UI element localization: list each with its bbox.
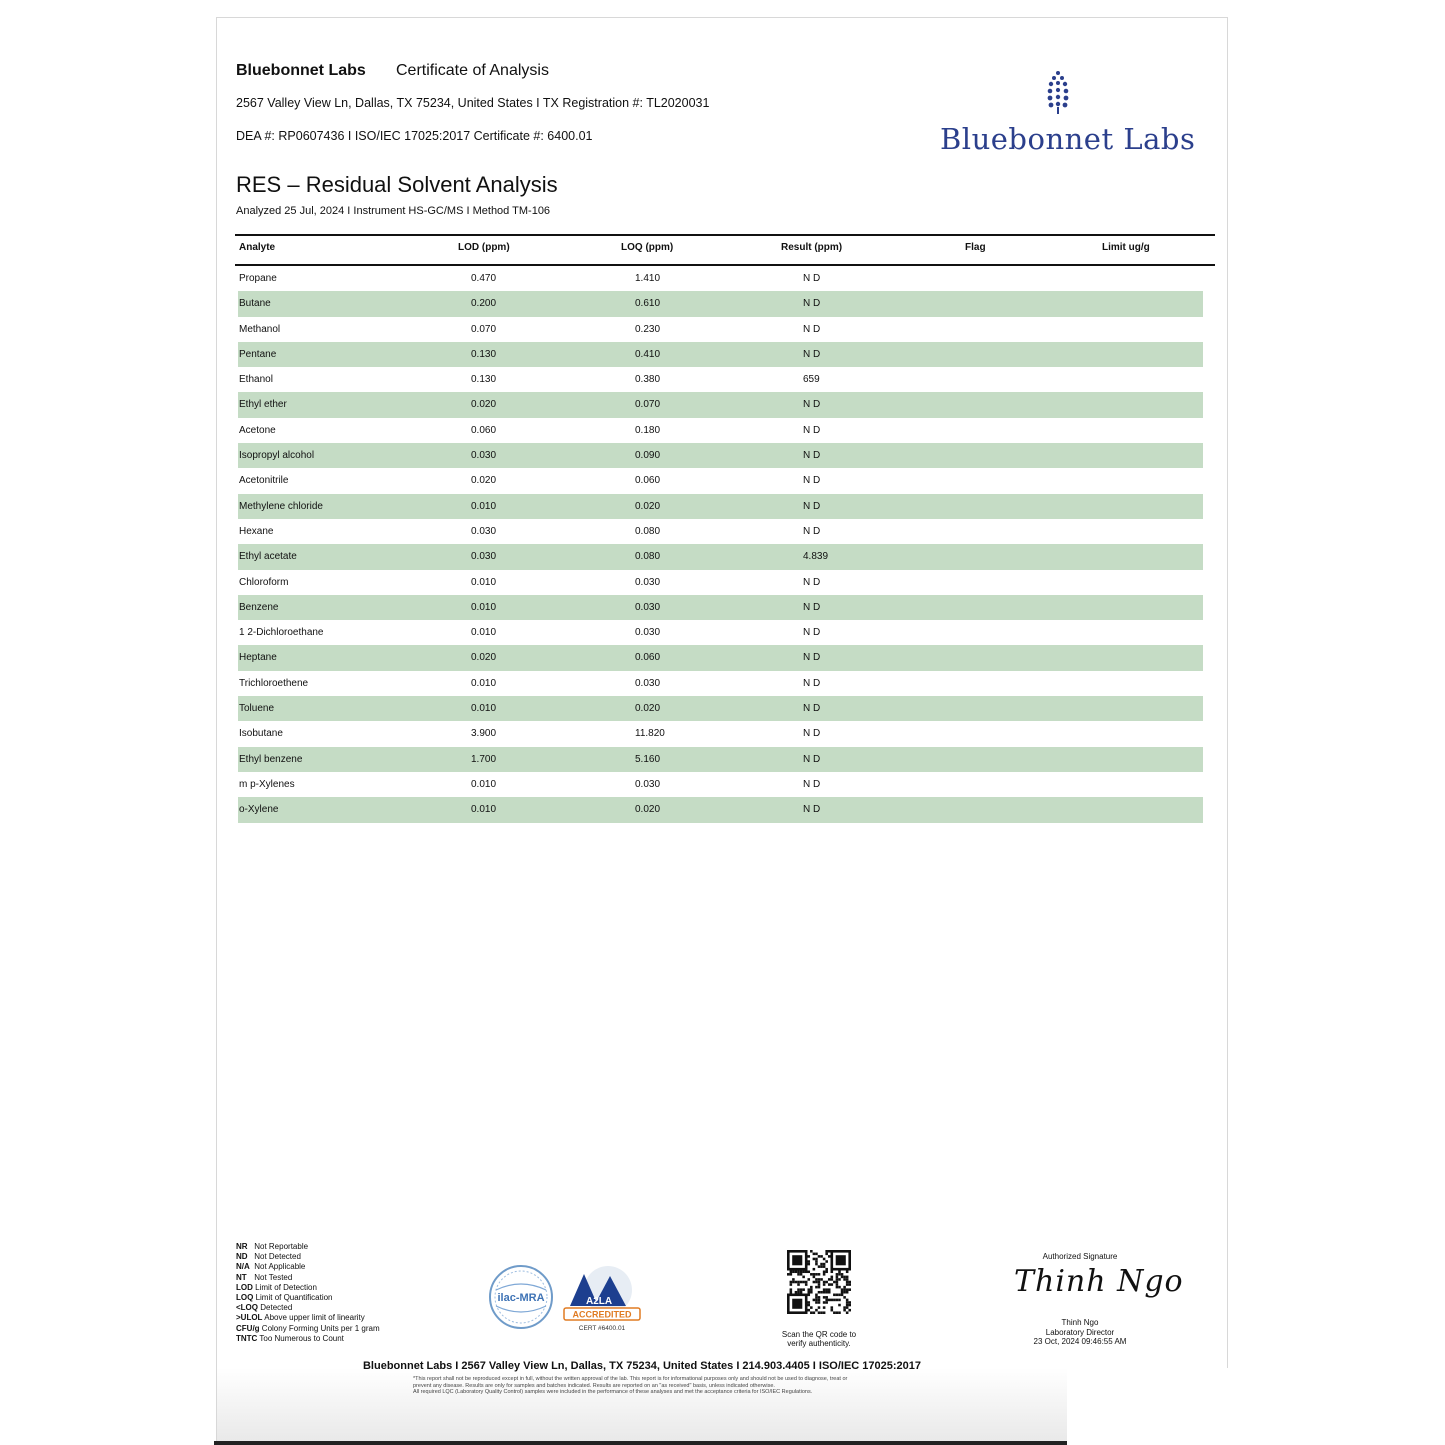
cell-analyte: Acetonitrile bbox=[239, 475, 289, 487]
table-header bbox=[235, 234, 1215, 266]
cell-lod: 0.470 bbox=[471, 273, 497, 284]
table-row bbox=[238, 570, 1203, 595]
cell-lod: 0.020 bbox=[471, 399, 497, 411]
signatory-block bbox=[1010, 1318, 1150, 1347]
legend-item bbox=[236, 1324, 380, 1334]
cell-lod: 0.030 bbox=[471, 551, 497, 563]
cell-result: N D bbox=[803, 703, 821, 715]
cell-loq: 0.380 bbox=[635, 374, 661, 386]
cell-loq: 0.030 bbox=[635, 576, 661, 588]
cell-lod: 0.010 bbox=[471, 500, 497, 512]
cell-result: N D bbox=[803, 475, 821, 487]
cell-loq: 0.030 bbox=[635, 627, 661, 639]
cell-lod: 0.010 bbox=[471, 627, 497, 639]
cell-loq: 5.160 bbox=[635, 753, 661, 765]
footer-address: Bluebonnet Labs I 2567 Valley View Ln, Dallas, TX 75234, United States I 214.903.4405 I ISO/IEC 17025:2017 bbox=[362, 1360, 922, 1372]
table-row bbox=[238, 519, 1203, 544]
table-row bbox=[238, 418, 1203, 443]
cell-loq: 0.020 bbox=[635, 703, 661, 715]
cell-analyte: Acetone bbox=[239, 424, 276, 436]
lab-name: Bluebonnet Labs bbox=[236, 62, 366, 79]
cell-lod: 0.010 bbox=[471, 703, 497, 715]
cell-lod: 0.010 bbox=[471, 677, 497, 689]
table-row bbox=[238, 291, 1203, 316]
legend-item bbox=[236, 1293, 380, 1303]
footer-disclaimer bbox=[413, 1376, 973, 1396]
legend-abbr: NR bbox=[236, 1242, 248, 1251]
signature-label: Authorized Signature bbox=[1042, 1252, 1118, 1261]
abbreviation-legend bbox=[236, 1242, 380, 1344]
cell-analyte: Trichloroethene bbox=[239, 677, 309, 689]
cell-lod: 0.060 bbox=[471, 424, 497, 436]
section-subtitle: Analyzed 25 Jul, 2024 I Instrument HS-GC/MS I Method TM-106 bbox=[236, 205, 551, 217]
cell-analyte: Butane bbox=[239, 298, 271, 310]
cell-lod: 0.200 bbox=[471, 298, 497, 310]
legend-abbr: NT bbox=[236, 1272, 247, 1282]
a2la-badge: ACCREDITED bbox=[572, 1309, 632, 1320]
cell-analyte: Chloroform bbox=[239, 576, 289, 588]
legend-text: Not Detected bbox=[254, 1252, 301, 1262]
cell-loq: 0.030 bbox=[635, 601, 661, 613]
header-loq: LOQ (ppm) bbox=[621, 242, 674, 253]
legend-item bbox=[236, 1313, 380, 1323]
header-lod: LOD (ppm) bbox=[458, 242, 510, 253]
a2la-cert: CERT #6400.01 bbox=[578, 1325, 626, 1332]
table-row bbox=[238, 342, 1203, 367]
cell-analyte: Ethyl benzene bbox=[239, 753, 303, 765]
ilac-mra-logo bbox=[488, 1264, 554, 1330]
cell-analyte: Benzene bbox=[239, 601, 279, 613]
table-row bbox=[238, 595, 1203, 620]
table-row bbox=[238, 620, 1203, 645]
cell-lod: 0.020 bbox=[471, 652, 497, 664]
cell-analyte: Isobutane bbox=[239, 728, 283, 740]
qr-caption-line2: verify authenticity. bbox=[787, 1339, 851, 1348]
results-table bbox=[235, 234, 1215, 823]
cell-result: N D bbox=[803, 273, 821, 284]
legend-abbr: ND bbox=[236, 1252, 248, 1262]
cell-lod: 0.020 bbox=[471, 475, 497, 487]
legend-item bbox=[236, 1283, 380, 1293]
cell-loq: 0.080 bbox=[635, 551, 661, 563]
qr-caption bbox=[768, 1330, 870, 1348]
disclaimer-line2: prevent any disease. Results are only for samples and batches indicated. Results are reported on an "as received" basis, unless indicated otherwise. bbox=[413, 1382, 775, 1389]
cell-result: N D bbox=[803, 753, 821, 765]
legend-item bbox=[236, 1273, 380, 1283]
cell-lod: 0.030 bbox=[471, 525, 497, 537]
cell-loq: 1.410 bbox=[635, 273, 661, 284]
cell-result: N D bbox=[803, 424, 821, 436]
cell-lod: 0.010 bbox=[471, 576, 497, 588]
cell-lod: 0.030 bbox=[471, 450, 497, 462]
header-analyte: Analyte bbox=[239, 242, 276, 253]
cell-result: N D bbox=[803, 399, 821, 411]
cell-loq: 0.410 bbox=[635, 348, 661, 360]
a2la-text: A2LA bbox=[586, 1296, 613, 1307]
cell-result: 659 bbox=[803, 374, 820, 386]
legend-text: Colony Forming Units per 1 gram bbox=[261, 1323, 380, 1333]
table-body bbox=[235, 266, 1215, 823]
legend-item bbox=[236, 1334, 380, 1344]
cell-analyte: Methylene chloride bbox=[239, 500, 323, 512]
cell-loq: 0.030 bbox=[635, 778, 661, 790]
cell-analyte: Heptane bbox=[239, 652, 277, 664]
table-row bbox=[238, 747, 1203, 772]
cell-analyte: o-Xylene bbox=[239, 804, 279, 816]
legend-text: Above upper limit of linearity bbox=[264, 1313, 365, 1323]
cell-result: N D bbox=[803, 677, 821, 689]
disclaimer-line1: *This report shall not be reproduced except in full, without the written approval of the lab. This report is for informational purposes only and should not be used to diagnose, treat or bbox=[413, 1376, 848, 1382]
table-row bbox=[238, 468, 1203, 493]
table-row bbox=[238, 645, 1203, 670]
cell-result: N D bbox=[803, 450, 821, 462]
header-flag: Flag bbox=[965, 242, 986, 253]
cell-result: N D bbox=[803, 576, 821, 588]
cell-lod: 0.010 bbox=[471, 804, 497, 816]
cell-result: N D bbox=[803, 500, 821, 512]
cell-loq: 0.610 bbox=[635, 298, 661, 310]
table-row bbox=[238, 494, 1203, 519]
cell-lod: 0.130 bbox=[471, 348, 497, 360]
table-row bbox=[238, 721, 1203, 746]
legend-text: Not Applicable bbox=[254, 1262, 306, 1272]
cell-loq: 0.060 bbox=[635, 652, 661, 664]
cell-loq: 0.090 bbox=[635, 450, 661, 462]
legend-abbr: LOQ bbox=[236, 1293, 254, 1303]
cell-lod: 3.900 bbox=[471, 728, 497, 740]
legend-item bbox=[236, 1262, 380, 1272]
table-row bbox=[238, 772, 1203, 797]
cell-loq: 0.030 bbox=[635, 677, 661, 689]
legend-item bbox=[236, 1252, 380, 1262]
cell-analyte: Methanol bbox=[239, 323, 281, 335]
cell-result: N D bbox=[803, 778, 821, 790]
page-edge bbox=[1067, 1368, 1228, 1445]
cell-analyte: Isopropyl alcohol bbox=[239, 450, 315, 462]
section-title: RES – Residual Solvent Analysis bbox=[236, 172, 558, 197]
legend-text: Limit of Detection bbox=[255, 1282, 317, 1292]
cell-analyte: m p-Xylenes bbox=[239, 778, 295, 790]
cell-result: N D bbox=[803, 601, 821, 613]
legend-abbr: LOD bbox=[236, 1282, 253, 1292]
legend-abbr: >ULOL bbox=[236, 1313, 263, 1323]
table-row bbox=[238, 696, 1203, 721]
legend-text: Not Reportable bbox=[254, 1242, 309, 1251]
cell-lod: 0.010 bbox=[471, 601, 497, 613]
cell-loq: 0.020 bbox=[635, 500, 661, 512]
cell-lod: 0.010 bbox=[471, 778, 497, 790]
cell-analyte: Ethyl ether bbox=[239, 399, 287, 411]
cell-analyte: Propane bbox=[239, 273, 277, 284]
cell-loq: 0.230 bbox=[635, 323, 661, 335]
cell-loq: 0.070 bbox=[635, 399, 661, 411]
cell-result: N D bbox=[803, 627, 821, 639]
legend-item bbox=[236, 1303, 380, 1313]
header-result: Result (ppm) bbox=[781, 242, 843, 253]
cell-analyte: Ethanol bbox=[239, 374, 273, 386]
table-row bbox=[238, 671, 1203, 696]
cell-result: N D bbox=[803, 348, 821, 360]
dea-certificate-line: DEA #: RP0607436 I ISO/IEC 17025:2017 Certificate #: 6400.01 bbox=[236, 129, 593, 143]
cell-analyte: Ethyl acetate bbox=[239, 551, 297, 563]
cell-result: N D bbox=[803, 804, 821, 816]
cell-analyte: 1 2-Dichloroethane bbox=[239, 627, 324, 639]
cell-loq: 0.020 bbox=[635, 804, 661, 816]
legend-abbr: <LOQ bbox=[236, 1303, 259, 1313]
cell-lod: 0.070 bbox=[471, 323, 497, 335]
qr-caption-line1: Scan the QR code to bbox=[781, 1330, 857, 1339]
table-row bbox=[238, 544, 1203, 569]
bluebonnet-flower-icon bbox=[1040, 70, 1076, 114]
cell-result: N D bbox=[803, 652, 821, 664]
cell-lod: 1.700 bbox=[471, 753, 497, 765]
legend-item bbox=[236, 1242, 380, 1252]
cell-loq: 0.080 bbox=[635, 525, 661, 537]
disclaimer-line3: All required LQC (Laboratory Quality Control) samples were included in the performance of these analyses and met the acceptance criteria for ISO/IEC Regulations. bbox=[413, 1389, 813, 1395]
cell-lod: 0.130 bbox=[471, 374, 497, 386]
signatory-name: Thinh Ngo bbox=[1061, 1318, 1099, 1327]
cell-result: N D bbox=[803, 323, 821, 335]
page-bottom-edge bbox=[214, 1441, 1067, 1445]
header-limit: Limit ug/g bbox=[1102, 242, 1150, 253]
cell-loq: 0.060 bbox=[635, 475, 661, 487]
legend-abbr: TNTC bbox=[236, 1333, 258, 1343]
table-row bbox=[238, 392, 1203, 417]
verification-qr-code[interactable] bbox=[787, 1250, 851, 1314]
table-row bbox=[238, 367, 1203, 392]
handwritten-signature: Thinh Ngo bbox=[1014, 1264, 1184, 1299]
logo-wordmark: Bluebonnet Labs bbox=[940, 122, 1196, 156]
legend-abbr: CFU/g bbox=[236, 1323, 260, 1333]
cell-loq: 11.820 bbox=[635, 728, 665, 740]
table-row bbox=[238, 266, 1203, 291]
document-type: Certificate of Analysis bbox=[396, 62, 549, 79]
cell-analyte: Pentane bbox=[239, 348, 277, 360]
legend-text: Not Tested bbox=[254, 1272, 293, 1282]
legend-text: Too Numerous to Count bbox=[259, 1333, 344, 1343]
cell-analyte: Hexane bbox=[239, 525, 274, 537]
cell-result: 4.839 bbox=[803, 551, 829, 563]
cell-loq: 0.180 bbox=[635, 424, 661, 436]
table-row bbox=[238, 317, 1203, 342]
cell-analyte: Toluene bbox=[239, 703, 275, 715]
table-row bbox=[238, 797, 1203, 822]
legend-abbr: N/A bbox=[236, 1262, 250, 1272]
a2la-accredited-logo bbox=[562, 1264, 642, 1334]
signature-timestamp: 23 Oct, 2024 09:46:55 AM bbox=[1033, 1337, 1127, 1346]
cell-result: N D bbox=[803, 525, 821, 537]
lab-address: 2567 Valley View Ln, Dallas, TX 75234, United States I TX Registration #: TL2020031 bbox=[236, 96, 710, 110]
ilac-text: ilac-MRA bbox=[497, 1292, 545, 1304]
legend-text: Detected bbox=[260, 1303, 293, 1313]
cell-result: N D bbox=[803, 298, 821, 310]
legend-text: Limit of Quantification bbox=[255, 1293, 333, 1303]
signatory-title: Laboratory Director bbox=[1045, 1327, 1115, 1337]
cell-result: N D bbox=[803, 728, 821, 740]
table-row bbox=[238, 443, 1203, 468]
